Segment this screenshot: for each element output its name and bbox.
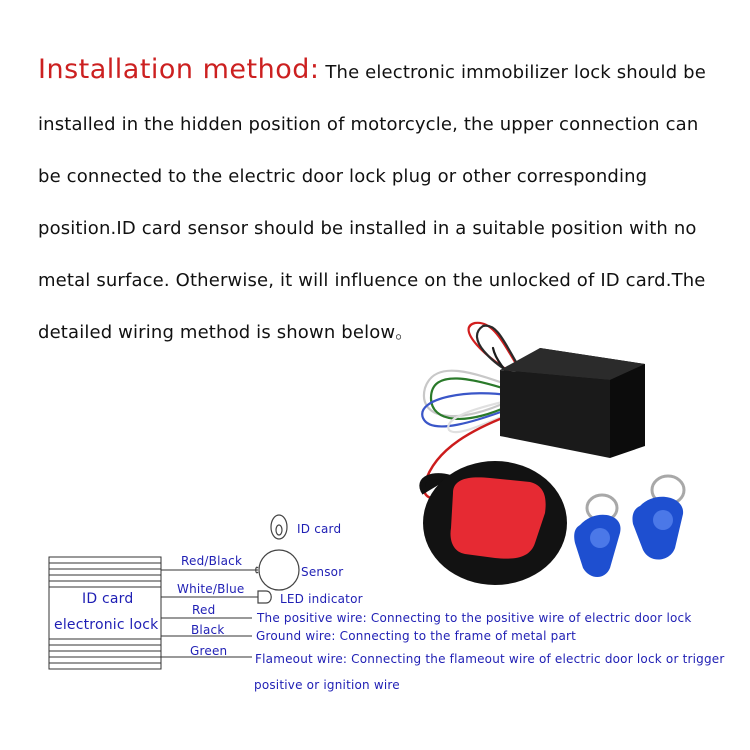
wire-label-black: Black (191, 623, 225, 637)
sensor-icon (256, 550, 299, 590)
wire-label-red: Red (192, 603, 216, 617)
intro-body: The electronic immobilizer lock should be installed in the hidden position of motorcycle, the upper connection can be connected to the electric door lock plug or other corresponding position.ID card sensor should be installed in a suitable position with no metal surface. Otherwise, it will influence on the unlocked of ID card.The detailed wiring method is shown below。 (38, 62, 706, 343)
flameout-wire-description-cont: positive or ignition wire (254, 678, 400, 692)
lock-box-label-line1: ID card (82, 591, 134, 607)
intro-paragraph (38, 44, 718, 359)
positive-wire-description: The positive wire: Connecting to the positive wire of electric door lock (257, 611, 692, 625)
flameout-wire-description: Flameout wire: Connecting the flameout wire of electric door lock or trigger (255, 652, 725, 666)
installation-heading: Installation method: (38, 54, 320, 85)
lock-box-label-line2: electronic lock (54, 617, 159, 633)
led-indicator-icon (258, 591, 271, 603)
wire-label-red-black: Red/Black (181, 554, 243, 568)
wire-label-white-blue: White/Blue (177, 582, 245, 596)
sensor-label: Sensor (301, 565, 344, 579)
lock-module-box (49, 557, 161, 669)
led-indicator-label: LED indicator (280, 592, 363, 606)
control-box (500, 348, 645, 458)
ground-wire-description: Ground wire: Connecting to the frame of metal part (256, 629, 577, 643)
id-card-label: ID card (297, 522, 342, 536)
id-card-tag-icon (271, 515, 287, 539)
wire-label-green: Green (190, 644, 228, 658)
